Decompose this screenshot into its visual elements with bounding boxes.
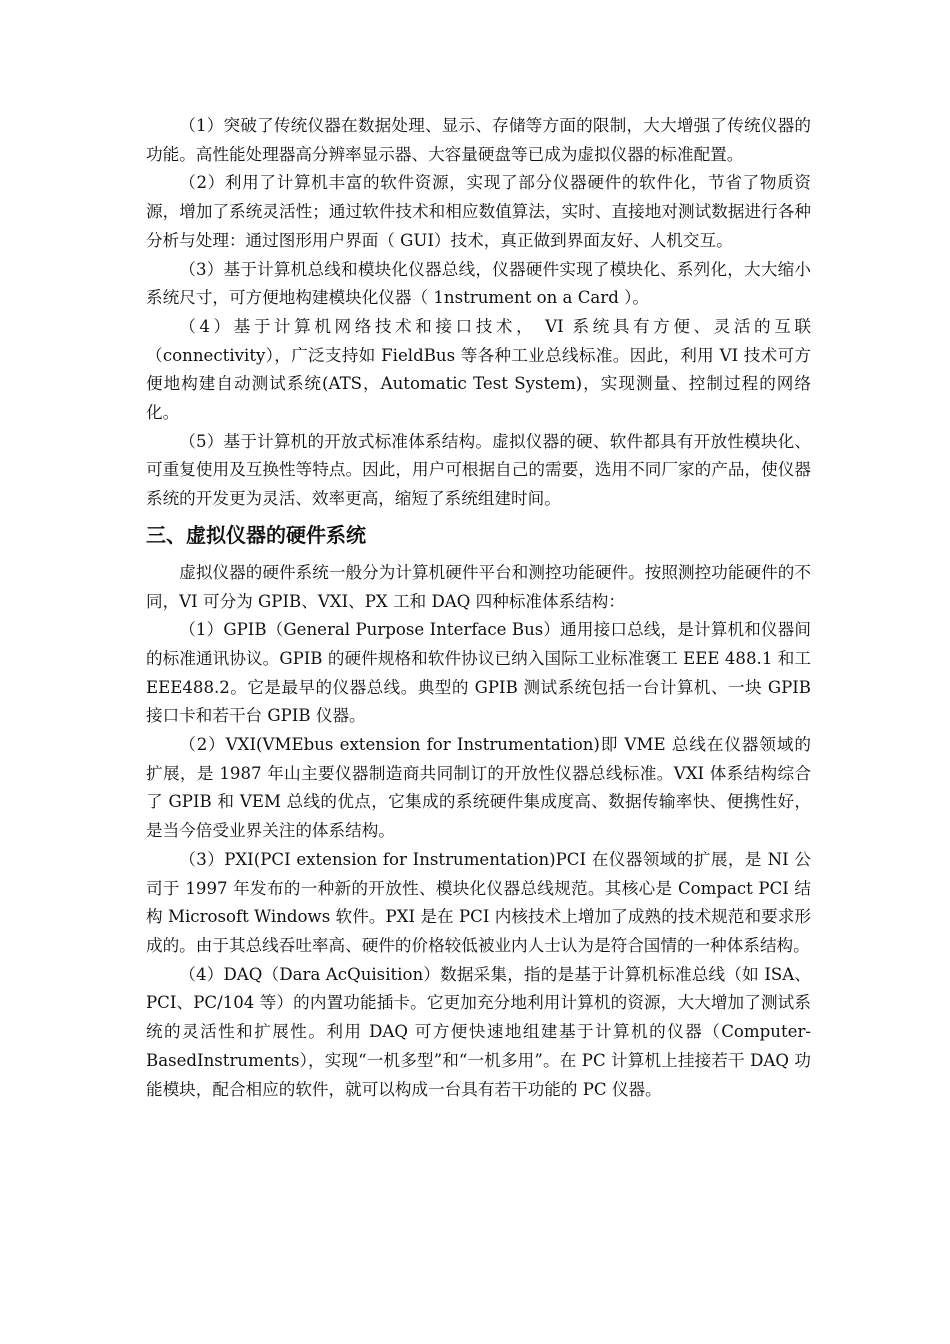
paragraph-daq: （4）DAQ（Dara AcQuisition）数据采集，指的是基于计算机标准总线（如 ISA、PCI、PC/104 等）的内置功能插卡。它更加充分地利用计算机的资源，大大增加了测试系统的灵活性和扩展性。利用 DAQ 可方便快速地组建基于计算机的仪器（Computer-BasedInstruments），实现“一机多型”和“一机多用”。在 PC 计算机上挂接若干 DAQ 功能模块，配合相应的软件，就可以构成一台具有若干功能的 PC 仪器。 (146, 964, 811, 1099)
paragraph-advantage-3: （3）基于计算机总线和模块化仪器总线，仪器硬件实现了模块化、系列化，大大缩小系统尺寸，可方便地构建模块化仪器（ 1nstrument on a Card ）。 (146, 259, 811, 308)
document-page (146, 112, 811, 1104)
section-heading-hardware: 三、虚拟仪器的硬件系统 (146, 522, 366, 547)
paragraph-pxi: （3）PXI(PCI extension for Instrumentation)PCI 在仪器领域的扩展，是 NI 公司于 1997 年发布的一种新的开放性、模块化仪器总线规范。其核心是 Compact PCI 结构 Microsoft Windows 软件。PXI 是在 PCI 内核技术上增加了成熟的技术规范和要求形成的。由于其总线吞吐率高、硬件的价格较低被业内人士认为是符合国情的一种体系结构。 (146, 849, 811, 955)
paragraph-hardware-intro: 虚拟仪器的硬件系统一般分为计算机硬件平台和测控功能硬件。按照测控功能硬件的不同，VI 可分为 GPIB、VXI、PX 工和 DAQ 四种标准体系结构： (146, 562, 811, 611)
paragraph-advantage-5: （5）基于计算机的开放式标准体系结构。虚拟仪器的硬、软件都具有开放性模块化、可重复使用及互换性等特点。因此，用户可根据自己的需要，选用不同厂家的产品，使仪器系统的开发更为灵活、效率更高，缩短了系统组建时间。 (146, 431, 811, 509)
paragraph-vxi: （2）VXI(VMEbus extension for Instrumentation)即 VME 总线在仪器领域的扩展，是 1987 年山主要仪器制造商共同制订的开放性仪器总线标准。VXI 体系结构综合了 GPIB 和 VEM 总线的优点，它集成的系统硬件集成度高、数据传输率快、便携性好，是当今倍受业界关注的体系结构。 (146, 735, 811, 841)
paragraph-advantage-1: （1）突破了传统仪器在数据处理、显示、存储等方面的限制，大大增强了传统仪器的功能。高性能处理器高分辨率显示器、大容量硬盘等已成为虚拟仪器的标准配置。 (146, 116, 811, 164)
paragraph-advantage-2: （2）利用了计算机丰富的软件资源，实现了部分仪器硬件的软件化，节省了物质资源，增加了系统灵活性；通过软件技术和相应数值算法，实时、直接地对测试数据进行各种分析与处理：通过图形用户界面（ GUI）技术，真正做到界面友好、人机交互。 (146, 173, 811, 250)
paragraph-gpib: （1）GPIB（General Purpose Interface Bus）通用接口总线，是计算机和仪器间的标准通讯协议。GPIB 的硬件规格和软件协议已纳入国际工业标准褒工 EEE 488.1 和工 EEE488.2。它是最早的仪器总线。典型的 GPIB 测试系统包括一台计算机、一块 GPIB 接口卡和若干台 GPIB 仪器。 (146, 620, 811, 726)
paragraph-advantage-4: （4）基于计算机网络技术和接口技术， VI 系统具有方便、灵活的互联（connectivity），广泛支持如 FieldBus 等各种工业总线标准。因此，利用 VI 技术可方便地构建自动测试系统(ATS，Automatic Test System)，实现测量、控制过程的网络化。 (146, 316, 811, 423)
